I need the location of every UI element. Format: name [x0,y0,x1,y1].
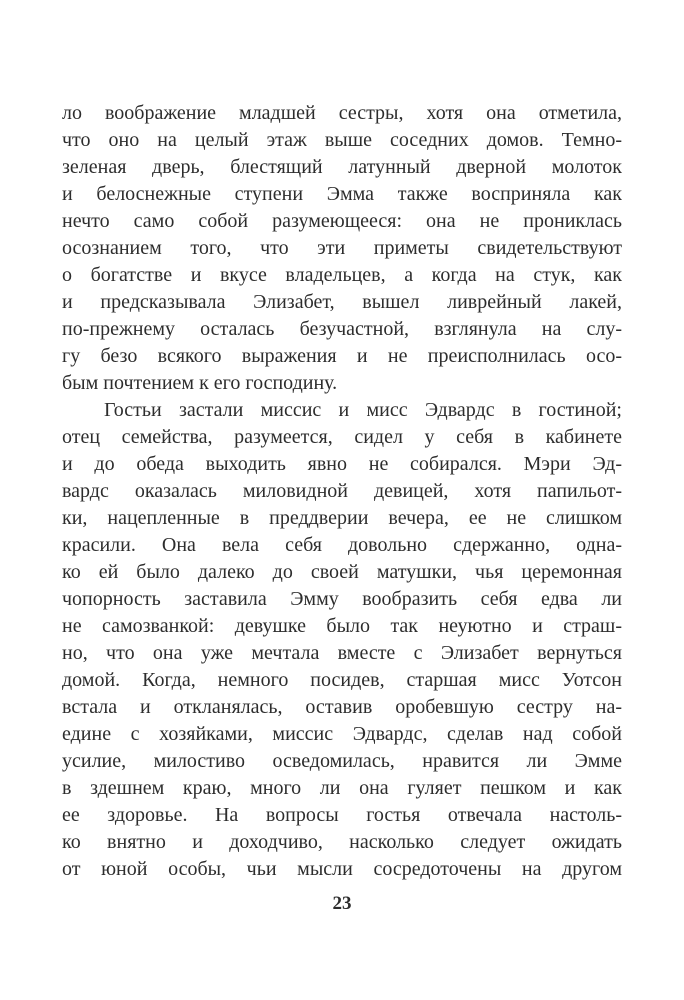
text-line: Гостьи застали миссис и мисс Эдвардс в гостиной; [104,399,622,421]
text-line: в здешнем краю, много ли она гуляет пешком и как [62,777,622,799]
text-line: бым почтением к его господину. [62,372,338,394]
paragraph [62,100,622,397]
text-line: чопорность заставила Эмму вообразить себя едва ли [62,588,622,610]
text-line: осознанием того, что эти приметы свидетельствуют [62,237,622,259]
text-line: ко ей было далеко до своей матушки, чья церемонная [62,561,622,583]
text-line: и до обеда выходить явно не собирался. Мэри Эд- [62,453,622,475]
text-line: не самозванкой: девушке было так неуютно и страш- [62,615,622,637]
text-line: от юной особы, чьи мысли сосредоточены на другом [62,858,622,880]
text-line: но, что она уже мечтала вместе с Элизабет вернуться [62,642,622,664]
text-line: зеленая дверь, блестящий латунный дверной молоток [62,156,622,178]
page-number: 23 [332,893,352,914]
text-line: о богатстве и вкусе владельцев, а когда на стук, как [62,264,622,286]
text-line: ее здоровье. На вопросы гостья отвечала настоль- [62,804,622,826]
text-line: и белоснежные ступени Эмма также восприняла как [62,183,622,205]
text-line: что оно на целый этаж выше соседних домов. Темно- [62,129,622,151]
text-line: красили. Она вела себя довольно сдержанно, одна- [62,534,622,556]
text-line: отец семейства, разумеется, сидел у себя в кабинете [62,426,622,448]
paragraph [62,397,622,883]
text-line: гу безо всякого выражения и не преисполнилась осо- [62,345,622,367]
body-text [62,100,622,883]
text-line: едине с хозяйками, миссис Эдвардс, сделав над собой [62,723,622,745]
text-line: встала и откланялась, оставив оробевшую сестру на- [62,696,622,718]
text-line: вардс оказалась миловидной девицей, хотя папильот- [62,480,622,502]
text-line: ко внятно и доходчиво, насколько следует ожидать [62,831,622,853]
text-line: по-прежнему осталась безучастной, взглянула на слу- [62,318,622,340]
text-line: ки, нацепленные в преддверии вечера, ее не слишком [62,507,622,529]
text-line: домой. Когда, немного посидев, старшая мисс Уотсон [62,669,622,691]
text-line: ло воображение младшей сестры, хотя она отметила, [62,102,622,124]
text-line: усилие, милостиво осведомилась, нравится ли Эмме [62,750,622,772]
text-line: нечто само собой разумеющееся: она не прониклась [62,210,622,232]
text-line: и предсказывала Элизабет, вышел ливрейный лакей, [62,291,622,313]
